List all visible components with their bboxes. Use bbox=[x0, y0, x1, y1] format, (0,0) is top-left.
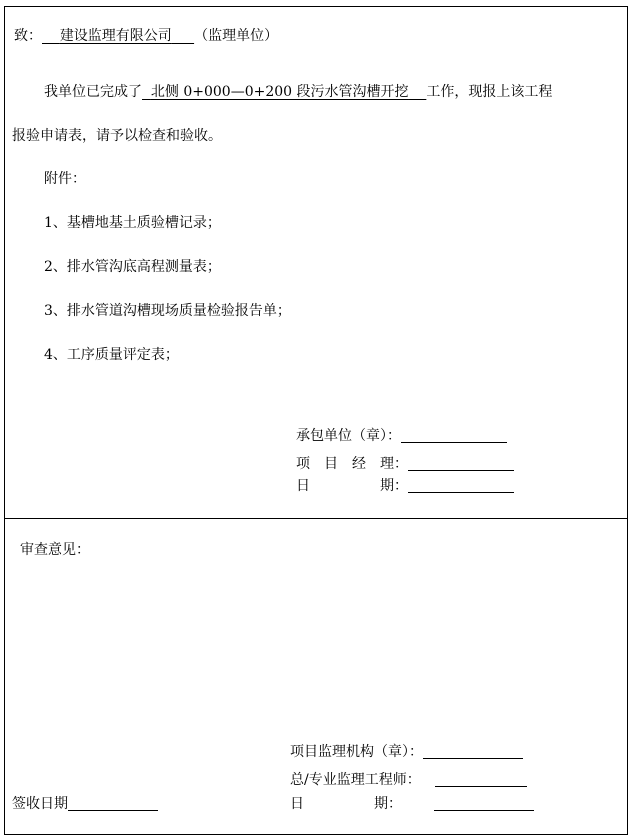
to-prefix: 致： bbox=[14, 28, 42, 44]
review-label: 审查意见： bbox=[20, 542, 90, 558]
attachment-item: 4、工序质量评定表； bbox=[44, 347, 179, 363]
request-paragraph-line1 bbox=[44, 83, 552, 101]
engineer-signature-field[interactable] bbox=[435, 772, 527, 787]
to-suffix: （监理单位） bbox=[194, 28, 279, 44]
supervision-date-label: 日 期： bbox=[290, 796, 402, 812]
engineer-row bbox=[290, 771, 527, 789]
attachment-item: 3、排水管道沟槽现场质量检验报告单； bbox=[44, 303, 291, 319]
receipt-date-field[interactable] bbox=[68, 796, 158, 811]
work-item: 北侧 0+000—0+200 段污水管沟槽开挖 bbox=[150, 84, 409, 100]
receipt-label: 签收日期 bbox=[12, 796, 68, 812]
contractor-label: 承包单位（章）： bbox=[296, 428, 401, 444]
contractor-date-field[interactable] bbox=[408, 478, 514, 493]
para-text-2: 工作，现报上该工程 bbox=[426, 84, 553, 100]
section-divider bbox=[4, 518, 628, 519]
contractor-date-label: 日 期： bbox=[296, 478, 408, 494]
request-paragraph-line2: 报验申请表，请予以检查和验收。 bbox=[12, 128, 222, 144]
to-company: 建设监理有限公司 bbox=[59, 28, 172, 44]
org-label: 项目监理机构（章）： bbox=[290, 744, 423, 760]
manager-signature-field[interactable] bbox=[408, 456, 514, 471]
supervision-date-field[interactable] bbox=[434, 796, 534, 811]
contractor-date-row bbox=[296, 477, 514, 495]
addressee-line bbox=[14, 27, 278, 45]
org-row bbox=[290, 743, 523, 761]
para-text-1: 我单位已完成了 bbox=[44, 84, 142, 100]
receipt-row bbox=[12, 795, 158, 813]
attachments-label: 附件： bbox=[44, 171, 86, 187]
supervision-date-row bbox=[290, 795, 534, 813]
org-seal-field[interactable] bbox=[423, 744, 523, 759]
attachment-item: 1、基槽地基土质验槽记录； bbox=[44, 215, 221, 231]
contractor-signature-field[interactable] bbox=[401, 428, 507, 443]
manager-label: 项 目 经 理： bbox=[296, 456, 408, 472]
engineer-label: 总/专业监理工程师： bbox=[290, 772, 421, 788]
attachment-item: 2、排水管沟底高程测量表； bbox=[44, 259, 221, 275]
contractor-row bbox=[296, 427, 507, 445]
manager-row bbox=[296, 455, 514, 473]
